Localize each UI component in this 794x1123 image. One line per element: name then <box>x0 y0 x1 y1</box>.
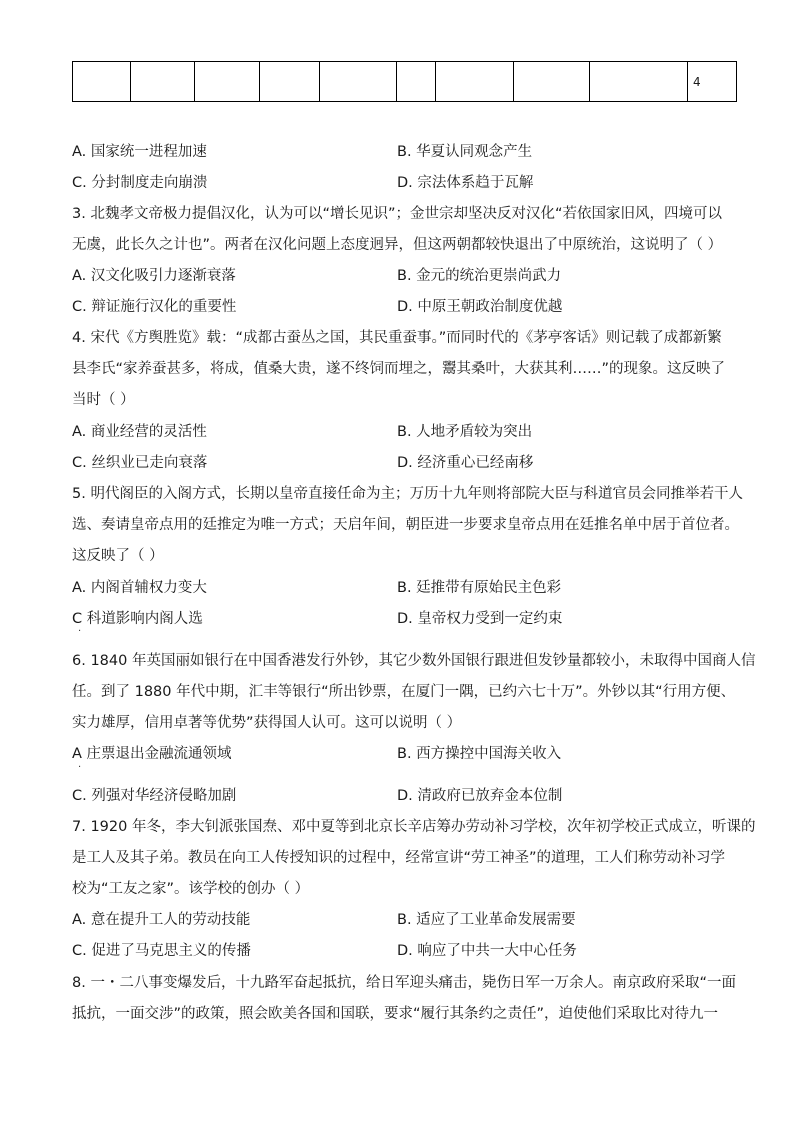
q3-option-b: B. 金元的统治更崇尚武力 <box>397 268 562 284</box>
q5-option-b: B. 廷推带有原始民主色彩 <box>397 580 562 596</box>
q5-stem-line-1: 5. 明代阁臣的入阁方式，长期以皇帝直接任命为主；万历十九年则将部院大臣与科道官员会同推举若干人 <box>72 486 743 502</box>
q3-stem-line-2: 无虞，此长久之计也”。两者在汉化问题上态度迥异，但这两朝都较快退出了中原统治，这说明了（ ） <box>72 237 723 253</box>
q3-stem-line-1: 3. 北魏孝文帝极力提倡汉化，认为可以“增长见识”；金世宗却坚决反对汉化“若依国家旧风，四境可以 <box>72 206 722 222</box>
q4-option-d: D. 经济重心已经南移 <box>397 455 534 471</box>
q7-option-d: D. 响应了中共一大中心任务 <box>397 943 577 959</box>
grid-cell <box>73 62 131 102</box>
q5-option-a: A. 内阁首辅权力变大 <box>72 580 207 596</box>
q8-stem-line-1: 8. 一・二八事变爆发后，十九路军奋起抵抗，给日军迎头痛击，毙伤日军一万余人。南京政府采取“一面 <box>72 975 736 991</box>
q6-stem-line-2: 任。到了 1880 年代中期，汇丰等银行“所出钞票，在厦门一隅，已约六七十万”。外钞以其“行用方便、 <box>72 684 736 700</box>
answer-grid-table <box>72 61 737 102</box>
q4-stem-line-2: 县李氏“家养蚕甚多，将成，值桑大贵，遂不终饲而埋之，鬻其桑叶，大获其利……”的现象。这反映了 <box>72 361 726 377</box>
q8-stem-line-2: 抵抗，一面交涉”的政策，照会欧美各国和国联，要求“履行其条约之责任”，迫使他们采取比对待九一 <box>72 1006 719 1022</box>
q7-stem-line-2: 是工人及其子弟。教员在向工人传授知识的过程中，经常宣讲“劳工神圣”的道理，工人们称劳动补习学 <box>72 850 726 866</box>
grid-cell <box>131 62 195 102</box>
grid-cell <box>260 62 320 102</box>
q2-option-b: B. 华夏认同观念产生 <box>397 144 533 160</box>
q2-option-c: C. 分封制度走向崩溃 <box>72 175 208 191</box>
grid-cell <box>436 62 514 102</box>
grid-cell <box>195 62 260 102</box>
q3-option-a: A. 汉文化吸引力逐渐衰落 <box>72 268 236 284</box>
q4-option-c: C. 丝织业已走向衰落 <box>72 455 208 471</box>
q7-stem-line-3: 校为“工友之家”。该学校的创办（ ） <box>72 881 310 897</box>
q4-option-b: B. 人地矛盾较为突出 <box>397 424 533 440</box>
q5-stem-line-3: 这反映了（ ） <box>72 548 164 564</box>
q5-stem-line-2: 选、奏请皇帝点用的廷推定为唯一方式；天启年间，朝臣进一步要求皇帝点用在廷推名单中居于首位者。 <box>72 517 739 533</box>
grid-cell <box>590 62 688 102</box>
q6-stem-line-1: 6. 1840 年英国丽如银行在中国香港发行外钞，其它少数外国银行跟进但发钞量都较小，未取得中国商人信 <box>72 653 756 669</box>
q7-option-b: B. 适应了工业革命发展需要 <box>397 912 576 928</box>
q6-option-b: B. 西方操控中国海关收入 <box>397 746 562 762</box>
q5-option-c: C 科道影响内阁人选 <box>72 611 203 627</box>
grid-cell <box>397 62 436 102</box>
q6-stem-line-3: 实力雄厚，信用卓著等优势”获得国人认可。这可以说明（ ） <box>72 715 462 731</box>
stray-mark-icon: · <box>78 626 82 637</box>
answer-grid-row <box>73 62 737 102</box>
q7-stem-line-1: 7. 1920 年冬，李大钊派张国焘、邓中夏等到北京长辛店筹办劳动补习学校，次年初学校正式成立，听课的 <box>72 819 756 835</box>
q2-option-a: A. 国家统一进程加速 <box>72 144 207 160</box>
q4-stem-line-1: 4. 宋代《方舆胜览》载：“成都古蚕丛之国，其民重蚕事。”而同时代的《茅亭客话》则记载了成都新繁 <box>72 330 722 346</box>
q3-option-d: D. 中原王朝政治制度优越 <box>397 299 563 315</box>
q6-option-a: A 庄票退出金融流通领域 <box>72 746 232 762</box>
grid-cell <box>320 62 397 102</box>
q7-option-c: C. 促进了马克思主义的传播 <box>72 943 251 959</box>
q6-option-d: D. 清政府已放弃金本位制 <box>397 788 563 804</box>
grid-cell <box>514 62 590 102</box>
q6-option-c: C. 列强对华经济侵略加剧 <box>72 788 237 804</box>
q2-option-d: D. 宗法体系趋于瓦解 <box>397 175 534 191</box>
q5-option-d: D. 皇帝权力受到一定约束 <box>397 611 563 627</box>
stray-mark-icon: · <box>78 762 82 773</box>
q7-option-a: A. 意在提升工人的劳动技能 <box>72 912 251 928</box>
q4-option-a: A. 商业经营的灵活性 <box>72 424 207 440</box>
q4-stem-line-3: 当时（ ） <box>72 392 135 408</box>
q3-option-c: C. 辩证施行汉化的重要性 <box>72 299 237 315</box>
grid-cell-number: 4 <box>688 62 737 102</box>
